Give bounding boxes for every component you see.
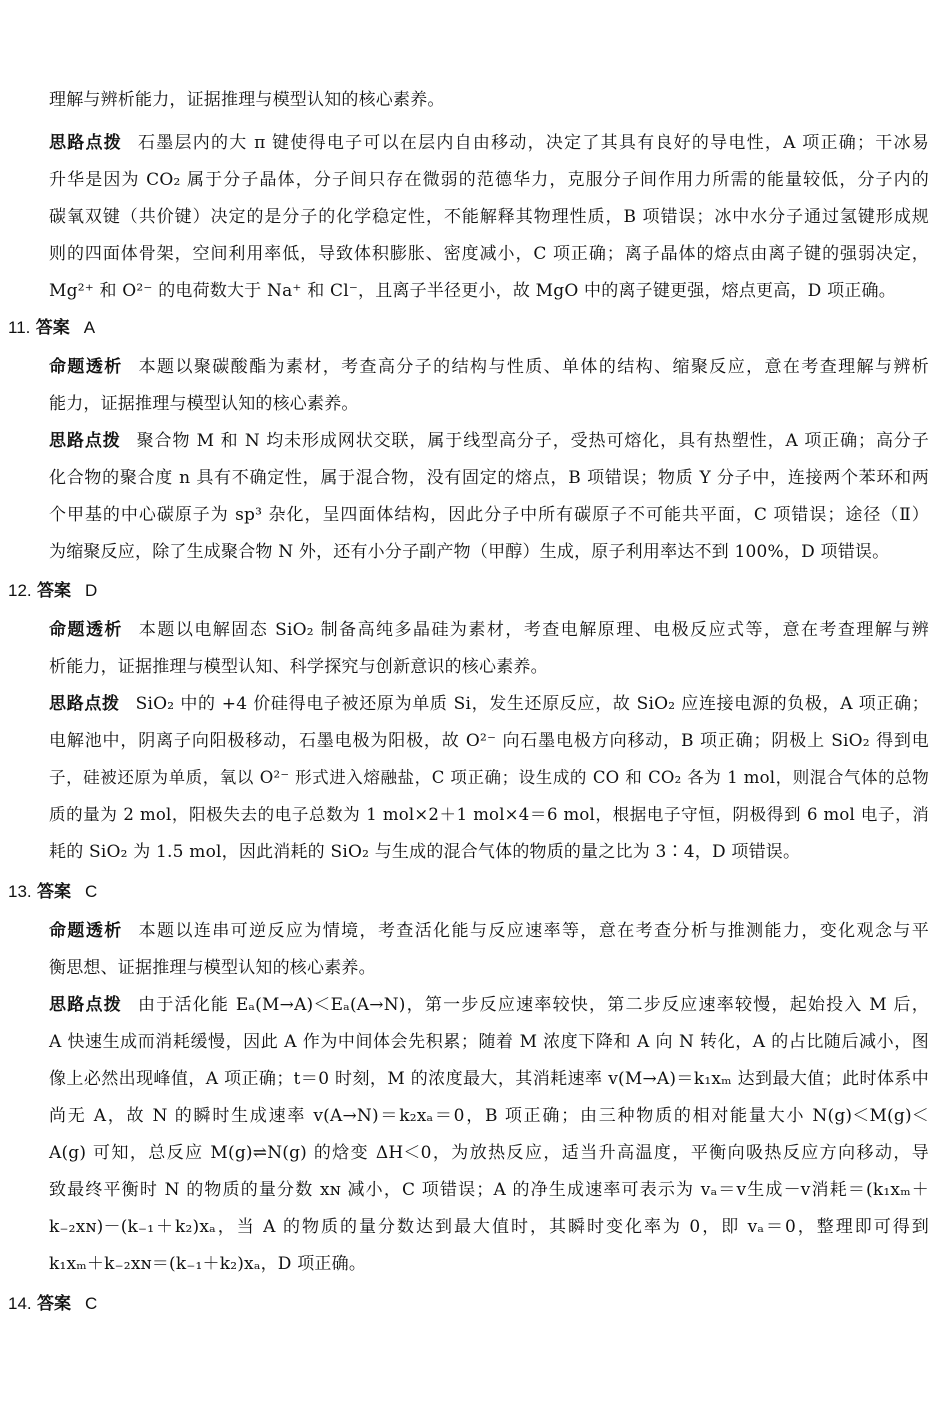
answer-label: 答案 (37, 1294, 72, 1314)
question-number: 14. (8, 1294, 32, 1313)
section-label: 命题透析 (49, 921, 123, 941)
text-line: 升华是因为 CO₂ 属于分子晶体，分子间只存在微弱的范德华力，克服分子间作用力所需的能量较低，分子内的 (49, 170, 929, 190)
text-line: 思路点拨 由于活化能 Eₐ(M→A)＜Eₐ(A→N)，第一步反应速率较快，第二步反应速率较慢，起始投入 M 后， (49, 995, 929, 1015)
text-line: 理解与辨析能力，证据推理与模型认知的核心素养。 (49, 90, 445, 110)
answer-label: 答案 (37, 581, 72, 601)
answer-value: C (85, 1294, 98, 1313)
question-number: 11. (8, 318, 31, 337)
text-line: 像上必然出现峰值，A 项正确；t＝0 时刻，M 的浓度最大，其消耗速率 v(M→A)＝k₁xₘ 达到最大值；此时体系中 (49, 1069, 929, 1089)
text-line: 个甲基的中心碳原子为 sp³ 杂化，呈四面体结构，因此分子中所有碳原子不可能共平面，C 项错误；途径（Ⅱ） (49, 505, 929, 525)
text-line: k₁xₘ＋k₋₂xɴ＝(k₋₁＋k₂)xₐ，D 项正确。 (49, 1254, 367, 1274)
question-answer-row (8, 579, 928, 603)
text-line: A 快速生成而消耗缓慢，因此 A 作为中间体会先积累；随着 M 浓度下降和 A 向 N 转化，A 的占比随后减小，图 (49, 1032, 929, 1052)
text-line: 电解池中，阴离子向阳极移动，石墨电极为阳极，故 O²⁻ 向石墨电极方向移动，B 项正确；阴极上 SiO₂ 得到电 (49, 731, 929, 751)
question-number: 13. (8, 882, 32, 901)
text-line: 思路点拨 SiO₂ 中的 +4 价硅得电子被还原为单质 Si，发生还原反应，故 SiO₂ 应连接电源的负极，A 项正确； (49, 694, 929, 714)
section-label: 思路点拨 (49, 133, 122, 153)
text-line: 思路点拨 聚合物 M 和 N 均未形成网状交联，属于线型高分子，受热可熔化，具有热塑性，A 项正确；高分子 (49, 431, 929, 451)
question-answer-row (8, 316, 928, 340)
question-number: 12. (8, 581, 32, 600)
text-line: 碳氧双键（共价键）决定的是分子的化学稳定性，不能解释其物理性质，B 项错误；冰中水分子通过氢键形成规 (49, 207, 929, 227)
section-label: 思路点拨 (49, 431, 121, 451)
text-line: 尚无 A，故 N 的瞬时生成速率 v(A→N)＝k₂xₐ＝0，B 项正确；由三种物质的相对能量大小 N(g)＜M(g)＜ (49, 1106, 929, 1126)
answer-label: 答案 (37, 882, 72, 902)
text-line: Mg²⁺ 和 O²⁻ 的电荷数大于 Na⁺ 和 Cl⁻，且离子半径更小，故 MgO 中的离子键更强，熔点更高，D 项正确。 (49, 281, 896, 301)
text-line: 析能力，证据推理与模型认知、科学探究与创新意识的核心素养。 (49, 657, 548, 677)
text-line: 衡思想、证据推理与模型认知的核心素养。 (49, 958, 376, 978)
answer-value: D (85, 581, 98, 600)
text-line: 能力，证据推理与模型认知的核心素养。 (49, 394, 359, 414)
answer-value: C (85, 882, 98, 901)
text-line: 质的量为 2 mol，阳极失去的电子总数为 1 mol×2＋1 mol×4＝6 mol，根据电子守恒，阴极得到 6 mol 电子，消 (49, 805, 929, 824)
text-line: 命题透析 本题以电解固态 SiO₂ 制备高纯多晶硅为素材，考查电解原理、电极反应式等，意在考查理解与辨 (49, 620, 929, 640)
text-line: 耗的 SiO₂ 为 1.5 mol，因此消耗的 SiO₂ 与生成的混合气体的物质的量之比为 3∶4，D 项错误。 (49, 842, 801, 862)
text-line: 致最终平衡时 N 的物质的量分数 xɴ 减小，C 项错误；A 的净生成速率可表示为 vₐ＝v生成－v消耗＝(k₁xₘ＋ (49, 1180, 929, 1200)
question-answer-row (8, 1292, 928, 1316)
text-line: 则的四面体骨架，空间利用率低，导致体积膨胀、密度减小，C 项正确；离子晶体的熔点由离子键的强弱决定， (49, 244, 929, 264)
text-line: k₋₂xɴ)－(k₋₁＋k₂)xₐ，当 A 的物质的量分数达到最大值时，其瞬时变化率为 0，即 vₐ＝0，整理即可得到 (49, 1217, 929, 1237)
section-label: 思路点拨 (49, 995, 122, 1015)
text-line: 思路点拨 石墨层内的大 π 键使得电子可以在层内自由移动，决定了其具有良好的导电性，A 项正确；干冰易 (49, 133, 929, 153)
text-line: 为缩聚反应，除了生成聚合物 N 外，还有小分子副产物（甲醇）生成，原子利用率达不到 100%，D 项错误。 (49, 542, 890, 562)
text-line: 子，硅被还原为单质，氧以 O²⁻ 形式进入熔融盐，C 项正确；设生成的 CO 和 CO₂ 各为 1 mol，则混合气体的总物 (49, 768, 929, 787)
text-line: 化合物的聚合度 n 具有不确定性，属于混合物，没有固定的熔点，B 项错误；物质 Y 分子中，连接两个苯环和两 (49, 468, 929, 488)
section-label: 思路点拨 (49, 694, 120, 714)
text-line: 命题透析 本题以连串可逆反应为情境，考查活化能与反应速率等，意在考查分析与推测能力，变化观念与平 (49, 921, 929, 941)
answer-value: A (83, 318, 96, 337)
answer-label: 答案 (35, 318, 70, 338)
text-line: 命题透析 本题以聚碳酸酯为素材，考查高分子的结构与性质、单体的结构、缩聚反应，意在考查理解与辨析 (49, 357, 929, 377)
text-line: A(g) 可知，总反应 M(g)⇌N(g) 的焓变 ΔH＜0，为放热反应，适当升高温度，平衡向吸热反应方向移动，导 (49, 1143, 929, 1163)
section-label: 命题透析 (49, 620, 123, 640)
section-label: 命题透析 (49, 357, 123, 377)
question-answer-row (8, 880, 928, 904)
